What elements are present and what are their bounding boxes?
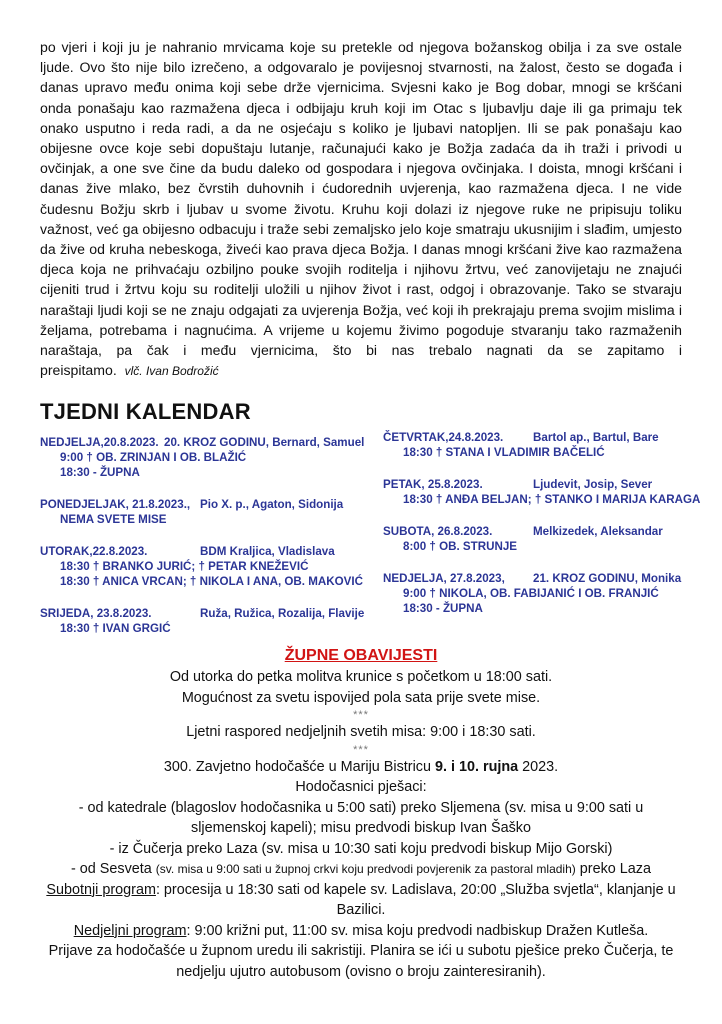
mass-line: 18:30 - ŽUPNA — [60, 466, 140, 479]
pilgrimage-year: 2023. — [518, 758, 559, 775]
calendar-date: PONEDJELJAK, 21.8.2023., — [40, 498, 191, 511]
intro-article — [40, 37, 682, 381]
notice-rosary: Od utorka do petka molitva krunice s početkom u 18:00 sati. — [169, 669, 553, 685]
calendar-saints: Melkizedek, Aleksandar — [533, 525, 663, 538]
notice-confession: Mogućnost za svetu ispovijed pola sata prije svete mise. — [181, 689, 541, 706]
calendar-entry — [40, 498, 380, 528]
calendar-entry — [383, 572, 683, 617]
saturday-program-text: : procesija u 18:30 sati od kapele sv. Ladislava, 20:00 „Služba svjetla“, klanjanje u Bazilici. — [155, 881, 676, 918]
calendar-date: UTORAK,22.8.2023. — [40, 545, 148, 558]
mass-line: 18:30 † STANA I VLADIMIR BAČELIĆ — [403, 446, 605, 459]
parish-notices — [30, 645, 692, 982]
notice-route-cathedral: - od katedrale (blagoslov hodočasnika u 5:00 sati) preko Sljemena (sv. misa u 9:00 sati u sljemenskoj kapeli); misu predvodi biskup Ivan Šaško — [78, 799, 644, 836]
calendar-title: TJEDNI KALENDAR — [40, 399, 251, 424]
sunday-program-text: : 9:00 križni put, 11:00 sv. misa koju predvodi nadbiskup Dražen Kutleša. — [186, 922, 649, 939]
calendar-date: NEDJELJA, 27.8.2023, — [383, 572, 505, 585]
calendar-entry — [383, 525, 683, 555]
calendar-saints: BDM Kraljica, Vladislava — [200, 545, 335, 558]
route-sesvete-end: preko Laza — [575, 861, 651, 877]
mass-line: 18:30 † IVAN GRGIĆ — [60, 622, 171, 635]
calendar-saints: 20. KROZ GODINU, Bernard, Samuel — [164, 436, 365, 449]
calendar-entry — [40, 545, 380, 590]
notice-pilgrimage — [30, 757, 692, 778]
notice-pilgrims-heading: Hodočasnici pješaci: — [295, 779, 427, 795]
calendar-date: PETAK, 25.8.2023. — [383, 478, 483, 491]
calendar-saints: Ljudevit, Josip, Sever — [533, 478, 653, 491]
calendar-date: SRIJEDA, 23.8.2023. — [40, 607, 152, 620]
notice-summer-schedule: Ljetni raspored nedjeljnih svetih misa: 9:00 i 18:30 sati. — [186, 724, 536, 740]
mass-line: 18:30 † ANICA VRCAN; † NIKOLA I ANA, OB. MAKOVIĆ — [60, 575, 363, 588]
mass-line: 8:00 † OB. STRUNJE — [403, 540, 518, 553]
calendar-saints: Bartol ap., Bartul, Bare — [533, 431, 659, 444]
mass-line: 18:30 - ŽUPNA — [403, 602, 483, 615]
notices-title: ŽUPNE OBAVIJESTI — [284, 647, 438, 664]
calendar-entry — [383, 478, 701, 508]
route-sesvete-detail: (sv. misa u 9:00 sati u župnoj crkvi koju predvodi povjerenik za pastoral mladih) — [155, 862, 576, 876]
calendar-left-column — [40, 436, 380, 637]
calendar-entry — [40, 607, 380, 637]
notice-sunday-program — [30, 921, 692, 942]
calendar-date: SUBOTA, 26.8.2023. — [383, 525, 493, 538]
separator: *** — [353, 743, 369, 756]
author-signature: vlč. Ivan Bodrožić — [124, 364, 219, 379]
pilgrimage-text: 300. Zavjetno hodočašće u Mariju Bistricu — [163, 758, 435, 775]
calendar-date: NEDJELJA,20.8.2023. — [40, 436, 159, 449]
notice-route-cucerje: - iz Čučerja preko Laza (sv. misa u 10:30 sati koju predvodi biskup Mijo Gorski) — [109, 840, 613, 857]
pilgrimage-dates: 9. i 10. rujna — [434, 758, 519, 775]
calendar-date: ČETVRTAK,24.8.2023. — [383, 431, 504, 444]
separator: *** — [353, 709, 369, 721]
calendar-saints: 21. KROZ GODINU, Monika — [533, 572, 682, 585]
calendar-right-column — [383, 431, 701, 617]
route-sesvete-label: - od Sesveta — [71, 861, 156, 877]
mass-line: 9:00 † NIKOLA, OB. FABIJANIĆ I OB. FRANJIĆ — [403, 587, 659, 600]
mass-line: NEMA SVETE MISE — [60, 513, 167, 526]
sunday-program-label: Nedjeljni program — [73, 922, 187, 939]
mass-line: 18:30 † ANĐA BELJAN; † STANKO I MARIJA KARAGA — [403, 493, 701, 506]
calendar-entry — [383, 431, 683, 461]
notice-registration: Prijave za hodočašće u župnom uredu ili sakristiji. Planira se ići u subotu pješice preko Čučerja, te nedjelju ujutro autobusom (ovisno o broju zainteresiranih). — [48, 943, 674, 980]
saturday-program-label: Subotnji program — [46, 881, 156, 898]
calendar-entry — [40, 436, 380, 481]
mass-line: 9:00 † OB. ZRINJAN I OB. BLAŽIĆ — [60, 451, 247, 464]
mass-line: 18:30 † BRANKO JURIĆ; † PETAR KNEŽEVIĆ — [60, 560, 309, 573]
calendar-saints: Pio X. p., Agaton, Sidonija — [200, 498, 344, 511]
notice-route-sesvete — [30, 859, 692, 880]
notice-saturday-program — [30, 880, 692, 921]
intro-text: po vjeri i koji ju je nahranio mrvicama koje su pretekle od njegova božanskog obilja i za sve ostale ljude. Ovo što nije bilo izrečeno, a odgovaralo je povijesnoj stvarnosti, na žalost, često se događa i danas upravo među onima koji sebe drže vjernicima. Svjesni kako je Bog dobar, mnogi se kršćani onda ponašaju kao razmažena djeca i odbijaju kruh koji im Otac s ljubavlju daje ili ga primaju tek onako usputno i reda radi, a da ne osjećaju s koliko je ljubavi natopljen. Ili se pak ponašaju kao obijesne ovce koje sebi dopuštaju lutanje, računajući kako je Božja zadaća da ih traži i privodi u ovčinjak, a one sve čine da budu daleko od gospodara i njegova ovčinjaka. I doista, mnogi kršćani i danas žive mlako, bez čvrstih duhovnih i ćudorednih uvjerenja, kao razmažena djeca. I ne vide čudesnu Božju skrb i ljubav u svome životu. Kruhu koji dolazi iz njegove ruke ne pripisuju toliku važnost, već ga obijesno odbacuju i traže sebi zemaljsko jelo koje smatraju ukusnijim i slađim, umjesto da žive od kruha nebeskoga, živeći kao prava djeca Božja. I danas mnogi kršćani žive kao razmažena djeca koja ne prihvaćaju ozbiljno pouke svojih roditelja i njihovu žrtvu, već zanovijetaju ne znajući cijeniti trud i žrtvu koju su roditelji uložili u njihov život i rast, odgoj i obrazovanje. Tako se stvaraju naraštaji ljudi koji se ne znaju odgajati za uvjerenja Božja, već koji ih prekrajaju prema svojim mislima i željama, potrebama i nagnućima. A vrijeme u kojemu živimo pogoduje stvaranju tako razmaženih naraštaja, pa čak i među vjernicima, što bi nas trebalo nagnati da se zapitamo i preispitamo. — [40, 39, 682, 379]
calendar-saints: Ruža, Ružica, Rozalija, Flavije — [200, 607, 365, 620]
